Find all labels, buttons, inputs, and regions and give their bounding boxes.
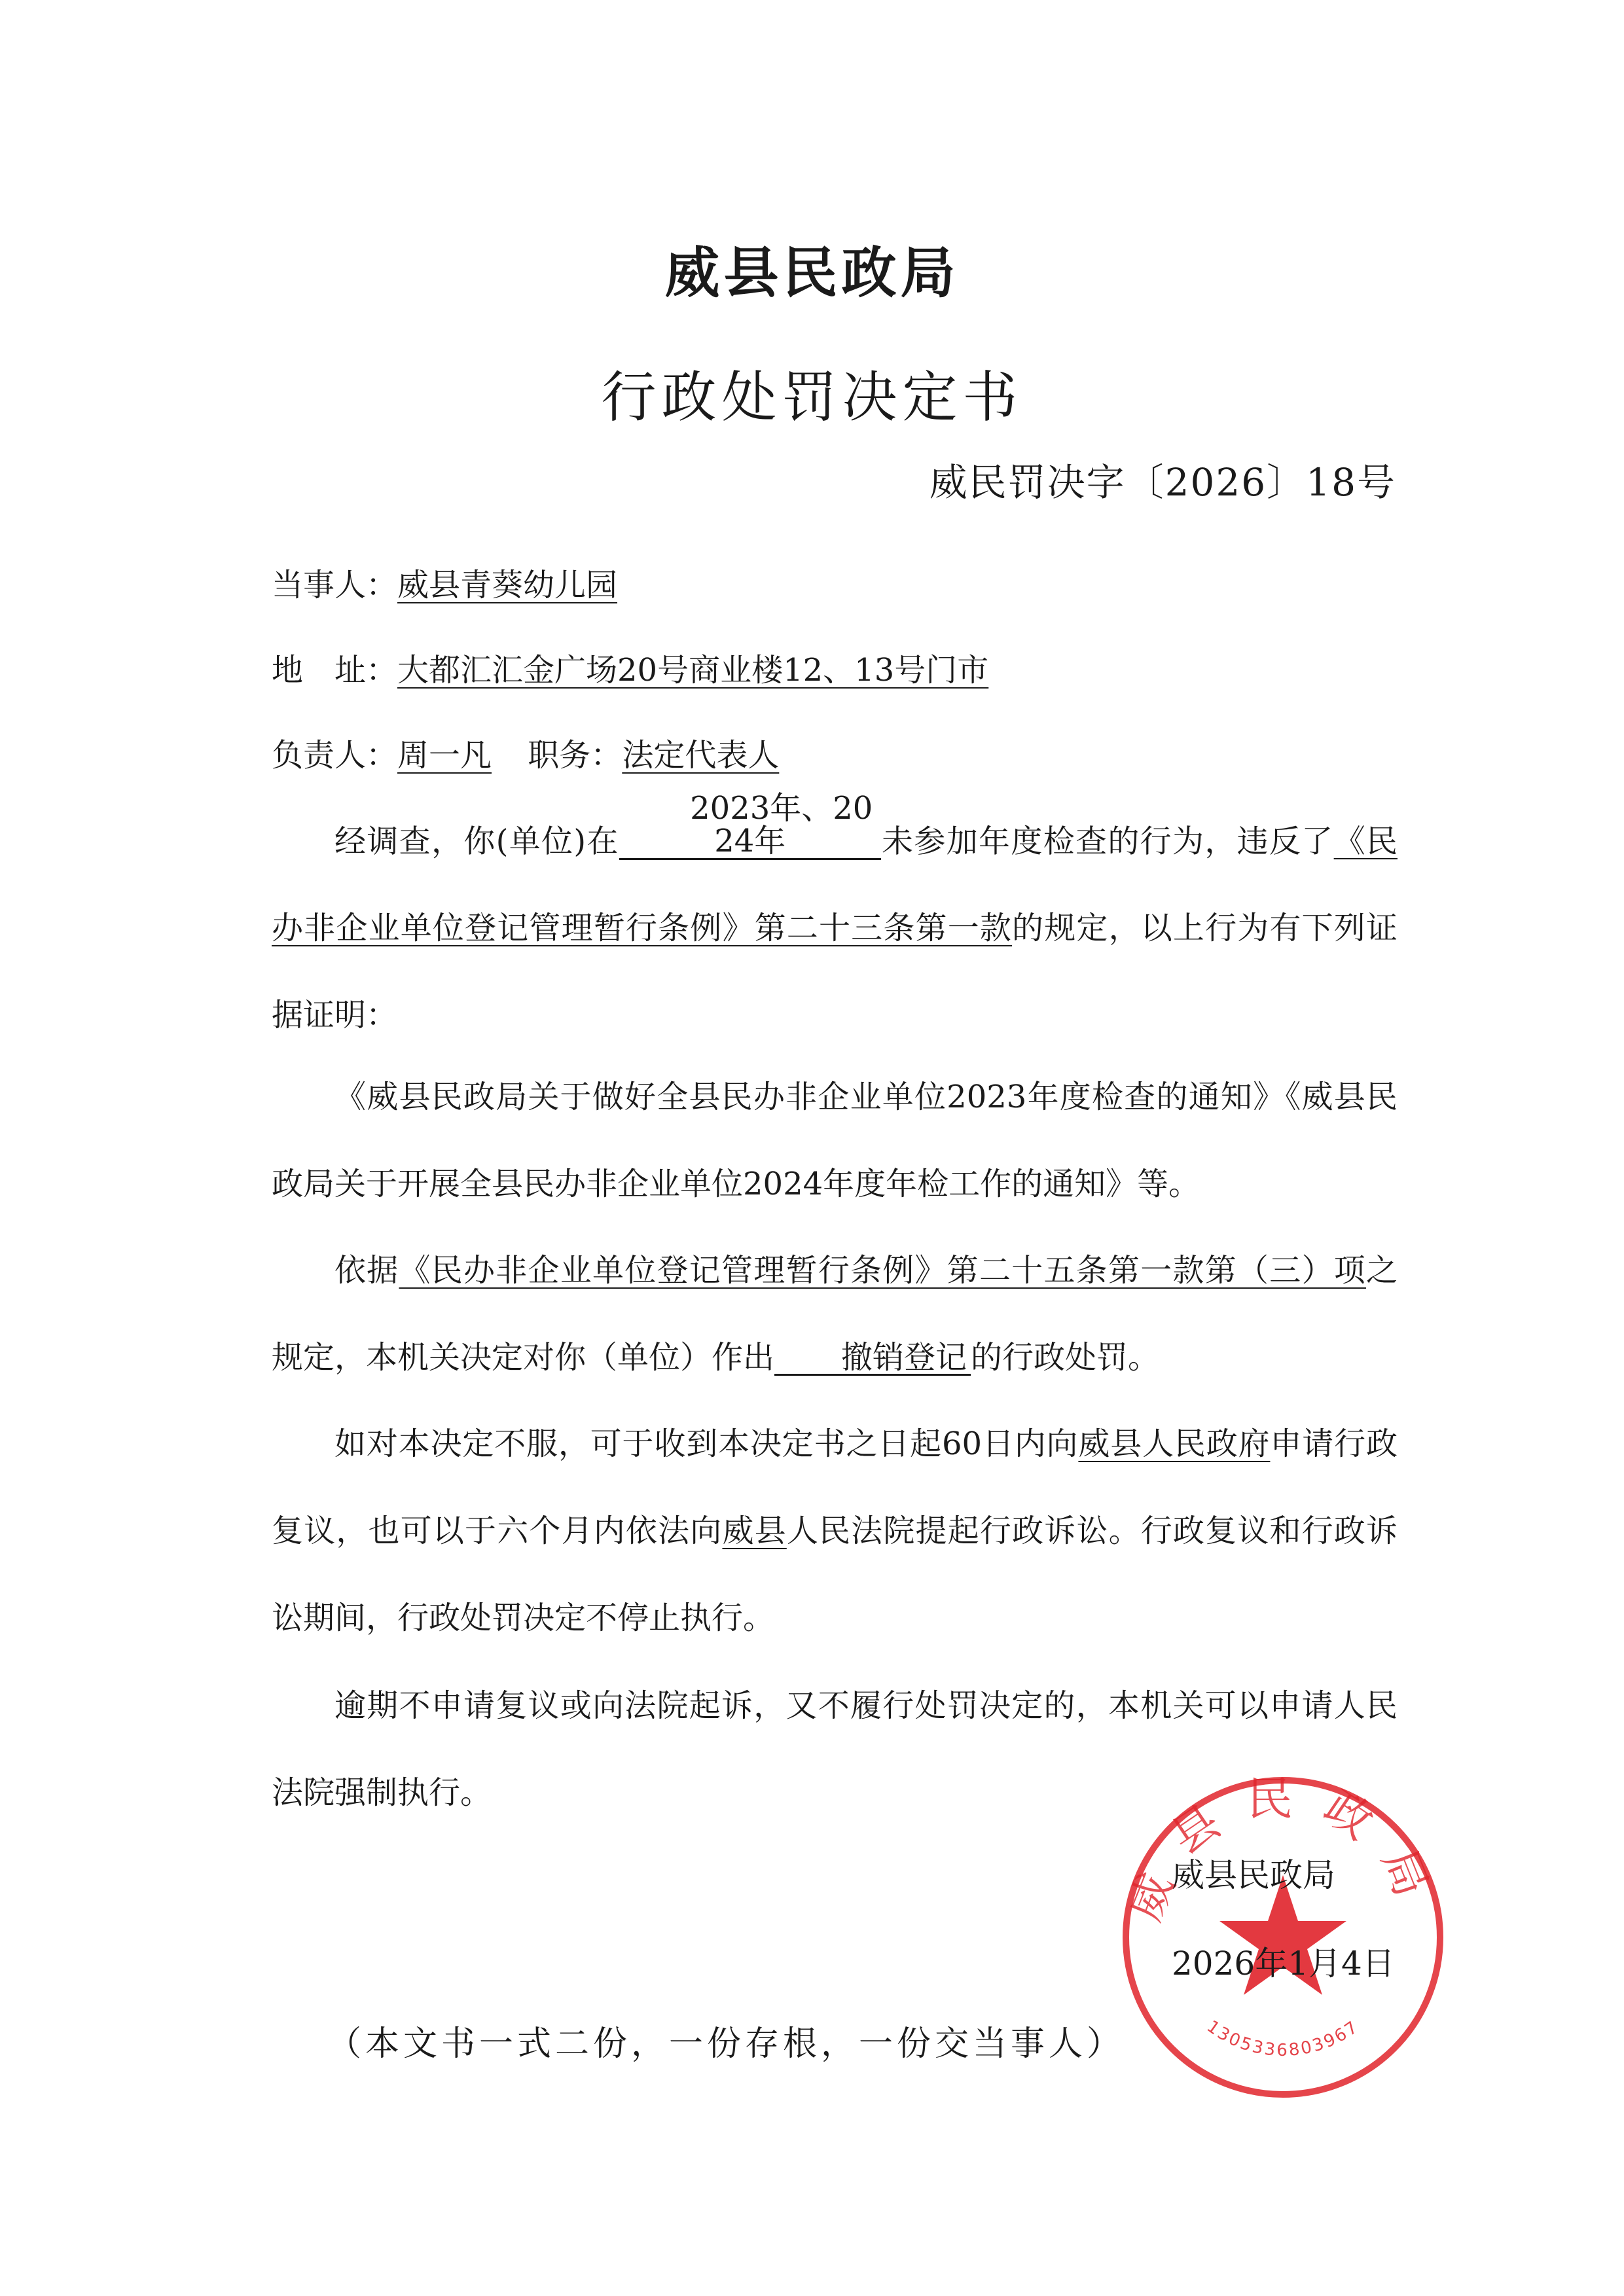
p3-text-a: 依据 xyxy=(334,1252,399,1289)
agency-title: 威县民政局 xyxy=(664,241,960,305)
party-name-label: 当事人： xyxy=(272,567,398,603)
position-value: 法定代表人 xyxy=(622,737,780,774)
p4-court: 威县 xyxy=(722,1513,787,1549)
p5-text: 逾期不申请复议或向法院起诉，又不履行处罚决定的，本机关可以申请人民法院强制执行。 xyxy=(272,1687,1398,1811)
document-number: 威民罚决字〔2026〕18号 xyxy=(929,460,1396,505)
p1-years-blank: 2023年、2024年 xyxy=(619,792,881,860)
copies-note: （本文书一式二份，一份存根，一份交当事人） xyxy=(327,2024,1125,2064)
address-row xyxy=(272,645,988,690)
decision-date: 2026年1月4日 xyxy=(1172,1945,1395,1982)
position-label: 职务： xyxy=(528,737,623,774)
p1-text-b: 未参加年度检查的行为，违反了 xyxy=(880,823,1334,860)
party-name: 威县青葵幼儿园 xyxy=(397,567,618,603)
p3-law-reference: 《民办非企业单位登记管理暂行条例》第二十五条第一款第（三）项 xyxy=(399,1252,1366,1289)
p3-penalty-blank: 撤销登记 xyxy=(774,1341,971,1376)
seal-text-arc: 威县民政局 xyxy=(1117,1772,1449,1928)
address-value: 大都汇汇金广场20号商业楼12、13号门市 xyxy=(397,652,989,689)
p2-text: 《威县民政局关于做好全县民办非企业单位2023年度检查的通知》《威县民政局关于开展全县民办非企业单位2024年度年检工作的通知》等。 xyxy=(272,1079,1398,1202)
p1-text-a: 经调查，你(单位)在 xyxy=(334,823,619,860)
p4-government: 威县人民政府 xyxy=(1078,1426,1271,1462)
p3-text-c: 的行政处罚。 xyxy=(971,1339,1160,1376)
p1-law-reference: 《民办非企业单位登记管理暂行条例》第二十三条第一款 xyxy=(272,823,1398,947)
p1-text-c: 的规定，以上行为有下列证据证明： xyxy=(272,910,1398,1034)
person-value: 周一凡 xyxy=(397,737,492,774)
responsible-person-row xyxy=(272,730,779,775)
paragraph-investigation xyxy=(272,792,1398,1059)
person-label: 负责人： xyxy=(272,737,398,774)
document-type-title: 行政处罚决定书 xyxy=(601,365,1023,429)
paragraph-evidence xyxy=(272,1054,1398,1228)
party-name-row xyxy=(272,560,617,605)
p4-text-c: 人民法院提起行政诉讼。行政复议和行政诉讼期间，行政处罚决定不停止执行。 xyxy=(272,1513,1398,1636)
paragraph-appeal xyxy=(272,1401,1398,1662)
p4-text-b: 申请行政复议，也可以于六个月内依法向 xyxy=(272,1426,1398,1549)
p3-text-b: 之规定，本机关决定对你（单位）作出 xyxy=(272,1252,1398,1376)
signer-agency: 威县民政局 xyxy=(1172,1856,1335,1894)
seal-code: 1305336803967 xyxy=(1202,2017,1363,2060)
address-label: 地 址： xyxy=(272,652,398,689)
p4-text-a: 如对本决定不服，可于收到本决定书之日起60日内向 xyxy=(334,1426,1079,1462)
paragraph-decision xyxy=(272,1227,1398,1401)
